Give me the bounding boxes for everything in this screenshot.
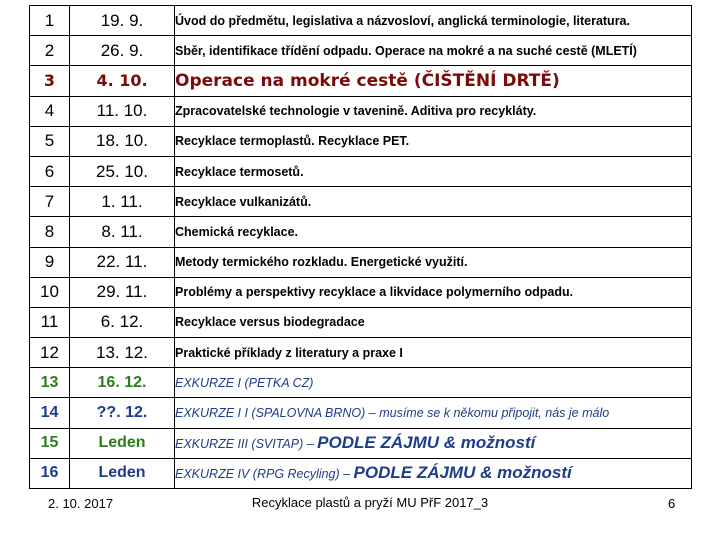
lesson-number: 7: [30, 187, 70, 217]
lesson-topic: Úvod do předmětu, legislativa a názvosloví, anglická terminologie, literatura.: [175, 6, 692, 36]
lesson-topic: Metody termického rozkladu. Energetické využití.: [175, 247, 692, 277]
lesson-topic-text: EXKURZE III (SVITAP) –: [175, 437, 314, 452]
lesson-topic: Operace na mokré cestě (ČIŠTĚNÍ DRTĚ): [175, 66, 692, 96]
lesson-number: 4: [30, 96, 70, 126]
lesson-topic: [175, 428, 692, 458]
lesson-date: 26. 9.: [70, 36, 175, 66]
lesson-number: 13: [30, 368, 70, 398]
lesson-date: 19. 9.: [70, 6, 175, 36]
lesson-number: 16: [30, 458, 70, 488]
lesson-topic: Sběr, identifikace třídění odpadu. Operace na mokré a na suché cestě (MLETÍ): [175, 36, 692, 66]
lesson-topic-text: EXKURZE IV (RPG Recyling) –: [175, 467, 351, 482]
table-row: [30, 187, 692, 217]
lesson-topic: EXKURZE I (PETKA CZ): [175, 368, 692, 398]
lesson-topic: Problémy a perspektivy recyklace a likvidace polymerního odpadu.: [175, 277, 692, 307]
table-row: [30, 458, 692, 488]
lesson-topic: Recyklace versus biodegradace: [175, 307, 692, 337]
lesson-topic: Chemická recyklace.: [175, 217, 692, 247]
lesson-number: 6: [30, 156, 70, 186]
lesson-number: 12: [30, 338, 70, 368]
lesson-topic-emphasis: PODLE ZÁJMU & možností: [353, 463, 572, 483]
table-row: [30, 338, 692, 368]
table-row: [30, 398, 692, 428]
lesson-number: 14: [30, 398, 70, 428]
table-row: [30, 36, 692, 66]
table-row: [30, 247, 692, 277]
table-row: [30, 307, 692, 337]
lesson-topic-emphasis: PODLE ZÁJMU & možností: [317, 433, 536, 453]
table-row: [30, 96, 692, 126]
lesson-number: 2: [30, 36, 70, 66]
table-row: [30, 428, 692, 458]
table-row: [30, 368, 692, 398]
lesson-date: 18. 10.: [70, 126, 175, 156]
lesson-number: 15: [30, 428, 70, 458]
table-row: [30, 217, 692, 247]
lesson-date: 16. 12.: [70, 368, 175, 398]
lesson-date: 13. 12.: [70, 338, 175, 368]
lesson-number: 10: [30, 277, 70, 307]
lesson-date: 29. 11.: [70, 277, 175, 307]
lesson-date: 25. 10.: [70, 156, 175, 186]
table-row: [30, 66, 692, 96]
lesson-number: 9: [30, 247, 70, 277]
lesson-date: 11. 10.: [70, 96, 175, 126]
lesson-date: ??. 12.: [70, 398, 175, 428]
table-row: [30, 126, 692, 156]
lesson-topic: EXKURZE I I (SPALOVNA BRNO) – musíme se k někomu připojit, nás je málo: [175, 398, 692, 428]
lesson-date: 8. 11.: [70, 217, 175, 247]
page-number: 6: [668, 496, 676, 511]
lesson-date: Leden: [70, 428, 175, 458]
lesson-number: 8: [30, 217, 70, 247]
lesson-topic: Recyklace termosetů.: [175, 156, 692, 186]
lesson-topic: Zpracovatelské technologie v tavenině. Aditiva pro recykláty.: [175, 96, 692, 126]
footer-title: Recyklace plastů a pryží MU PřF 2017_3: [251, 495, 489, 510]
lesson-date: 22. 11.: [70, 247, 175, 277]
lesson-topic: Recyklace termoplastů. Recyklace PET.: [175, 126, 692, 156]
lesson-date: 1. 11.: [70, 187, 175, 217]
lesson-topic: Praktické příklady z literatury a praxe I: [175, 338, 692, 368]
lesson-topic: [175, 458, 692, 488]
lesson-date: 4. 10.: [70, 66, 175, 96]
lesson-date: Leden: [70, 458, 175, 488]
lesson-topic: Recyklace vulkanizátů.: [175, 187, 692, 217]
lesson-number: 5: [30, 126, 70, 156]
lesson-number: 11: [30, 307, 70, 337]
table-row: [30, 156, 692, 186]
schedule-table: [29, 5, 692, 489]
lesson-number: 3: [30, 66, 70, 96]
footer-date: 2. 10. 2017: [48, 496, 114, 511]
table-row: [30, 277, 692, 307]
table-row: [30, 6, 692, 36]
lesson-date: 6. 12.: [70, 307, 175, 337]
lesson-number: 1: [30, 6, 70, 36]
